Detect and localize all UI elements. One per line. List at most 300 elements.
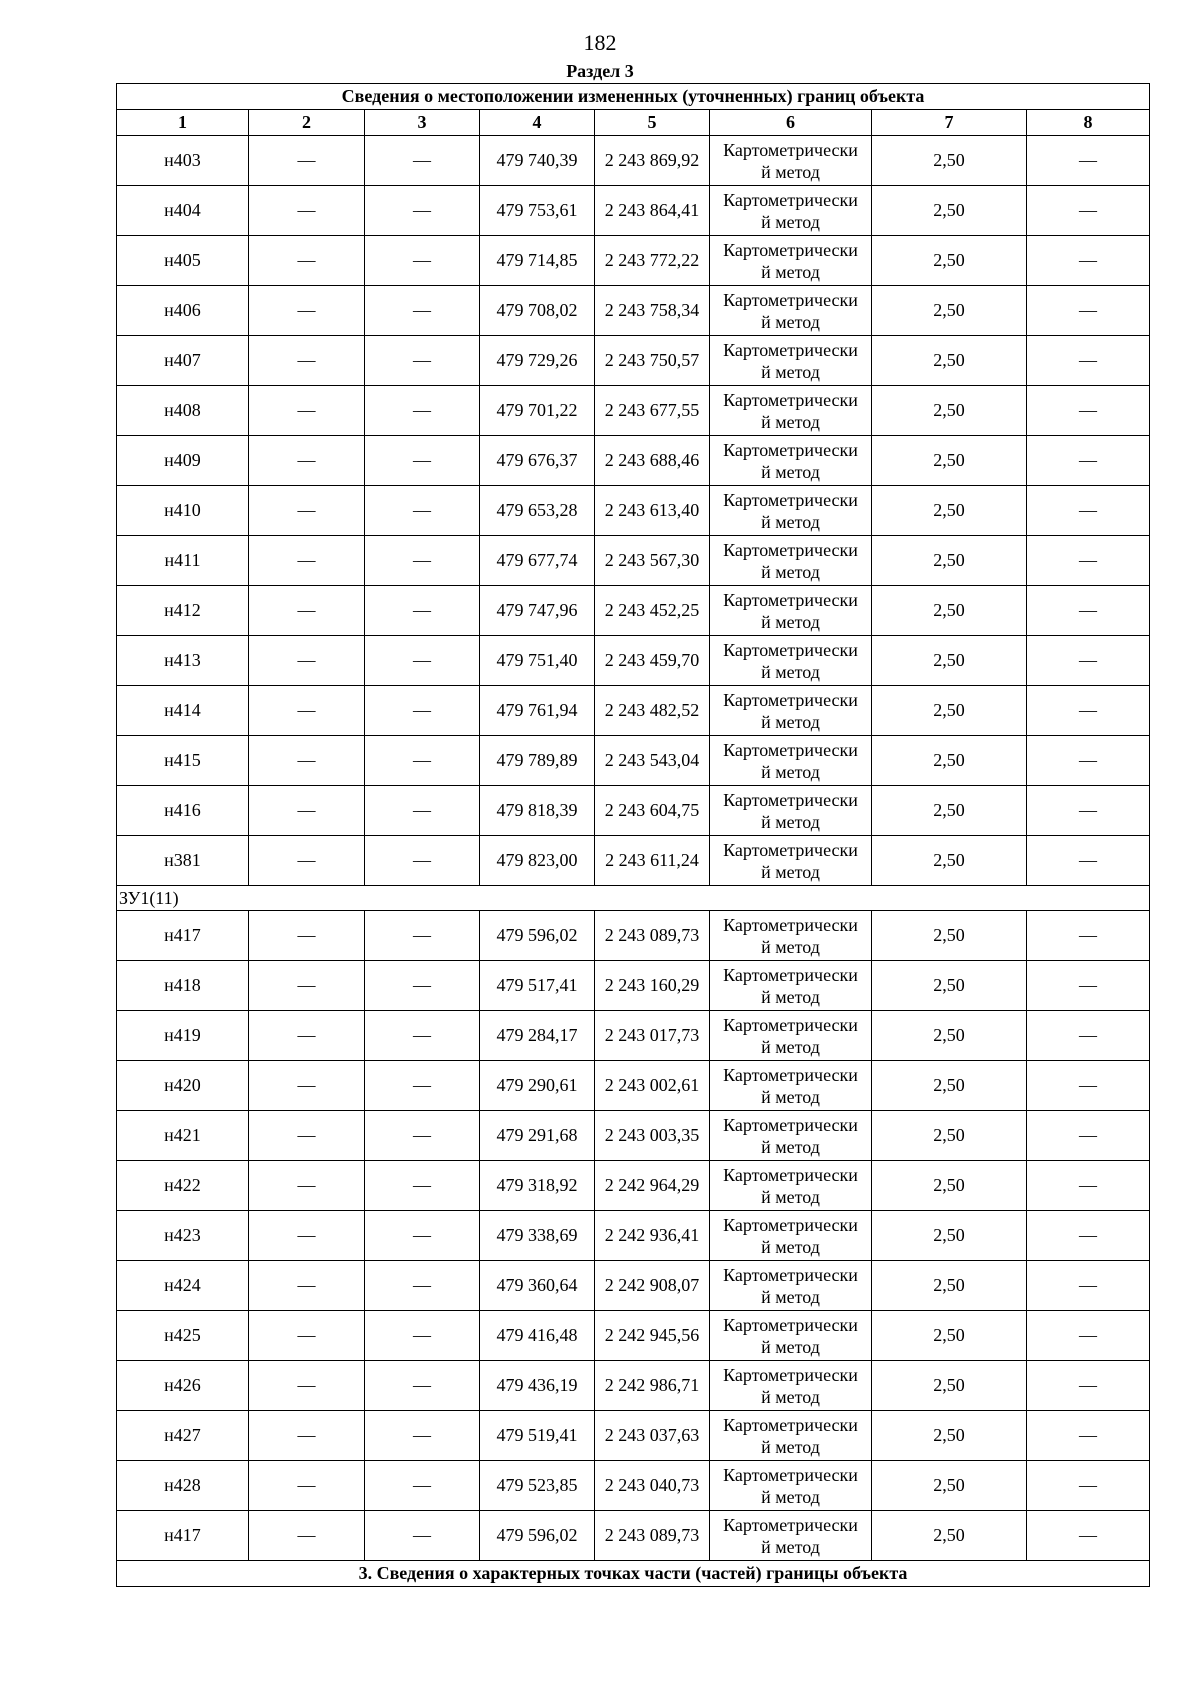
- col2-dash-cell: —: [249, 1461, 365, 1511]
- y-coordinate-cell: 2 243 002,61: [595, 1061, 710, 1111]
- method-cell: [710, 786, 872, 836]
- accuracy-cell: 2,50: [872, 1511, 1027, 1561]
- y-coordinate-cell: 2 243 003,35: [595, 1111, 710, 1161]
- method-line1: Картометрически: [723, 539, 858, 560]
- accuracy-cell: 2,50: [872, 386, 1027, 436]
- accuracy-cell: 2,50: [872, 736, 1027, 786]
- x-coordinate-cell: 479 318,92: [480, 1161, 595, 1211]
- method-line2: й метод: [761, 611, 820, 632]
- point-id-cell: н420: [117, 1061, 249, 1111]
- col2-dash-cell: —: [249, 636, 365, 686]
- y-coordinate-cell: 2 243 482,52: [595, 686, 710, 736]
- x-coordinate-cell: 479 761,94: [480, 686, 595, 736]
- table-row: [117, 386, 1150, 436]
- col2-dash-cell: —: [249, 1061, 365, 1111]
- col2-dash-cell: —: [249, 786, 365, 836]
- col2-dash-cell: —: [249, 961, 365, 1011]
- method-line1: Картометрически: [723, 289, 858, 310]
- method-line1: Картометрически: [723, 914, 858, 935]
- col8-dash-cell: —: [1027, 136, 1150, 186]
- x-coordinate-cell: 479 596,02: [480, 911, 595, 961]
- method-line2: й метод: [761, 811, 820, 832]
- accuracy-cell: 2,50: [872, 336, 1027, 386]
- col8-dash-cell: —: [1027, 536, 1150, 586]
- point-id-cell: н419: [117, 1011, 249, 1061]
- col2-dash-cell: —: [249, 486, 365, 536]
- col3-dash-cell: —: [365, 1211, 480, 1261]
- method-cell: [710, 836, 872, 886]
- method-line2: й метод: [761, 511, 820, 532]
- y-coordinate-cell: 2 243 037,63: [595, 1411, 710, 1461]
- column-number-3: 3: [365, 110, 480, 136]
- column-number-1: 1: [117, 110, 249, 136]
- col2-dash-cell: —: [249, 736, 365, 786]
- table-row: [117, 1211, 1150, 1261]
- point-id-cell: н403: [117, 136, 249, 186]
- method-line2: й метод: [761, 211, 820, 232]
- column-number-5: 5: [595, 110, 710, 136]
- x-coordinate-cell: 479 519,41: [480, 1411, 595, 1461]
- method-line1: Картометрически: [723, 689, 858, 710]
- group-row: [117, 886, 1150, 911]
- method-line2: й метод: [761, 1436, 820, 1457]
- method-line2: й метод: [761, 761, 820, 782]
- col8-dash-cell: —: [1027, 236, 1150, 286]
- method-cell: [710, 1311, 872, 1361]
- point-id-cell: н412: [117, 586, 249, 636]
- col3-dash-cell: —: [365, 686, 480, 736]
- col3-dash-cell: —: [365, 186, 480, 236]
- col3-dash-cell: —: [365, 786, 480, 836]
- accuracy-cell: 2,50: [872, 1061, 1027, 1111]
- method-line2: й метод: [761, 1536, 820, 1557]
- method-line1: Картометрически: [723, 489, 858, 510]
- y-coordinate-cell: 2 242 936,41: [595, 1211, 710, 1261]
- col8-dash-cell: —: [1027, 586, 1150, 636]
- point-id-cell: н406: [117, 286, 249, 336]
- y-coordinate-cell: 2 243 677,55: [595, 386, 710, 436]
- x-coordinate-cell: 479 753,61: [480, 186, 595, 236]
- col3-dash-cell: —: [365, 1061, 480, 1111]
- column-number-7: 7: [872, 110, 1027, 136]
- method-line2: й метод: [761, 411, 820, 432]
- method-cell: [710, 236, 872, 286]
- method-cell: [710, 686, 872, 736]
- method-line1: Картометрически: [723, 1364, 858, 1385]
- col8-dash-cell: —: [1027, 1061, 1150, 1111]
- table-row: [117, 911, 1150, 961]
- col8-dash-cell: —: [1027, 1011, 1150, 1061]
- method-line1: Картометрически: [723, 1464, 858, 1485]
- method-line2: й метод: [761, 936, 820, 957]
- col8-dash-cell: —: [1027, 911, 1150, 961]
- x-coordinate-cell: 479 436,19: [480, 1361, 595, 1411]
- x-coordinate-cell: 479 291,68: [480, 1111, 595, 1161]
- point-id-cell: н413: [117, 636, 249, 686]
- accuracy-cell: 2,50: [872, 1111, 1027, 1161]
- col8-dash-cell: —: [1027, 636, 1150, 686]
- col3-dash-cell: —: [365, 386, 480, 436]
- page-number: 182: [583, 30, 617, 55]
- accuracy-cell: 2,50: [872, 1311, 1027, 1361]
- method-line1: Картометрически: [723, 589, 858, 610]
- col8-dash-cell: —: [1027, 386, 1150, 436]
- method-cell: [710, 1211, 872, 1261]
- table-row: [117, 1361, 1150, 1411]
- method-line1: Картометрически: [723, 389, 858, 410]
- point-id-cell: н417: [117, 911, 249, 961]
- x-coordinate-cell: 479 729,26: [480, 336, 595, 386]
- table-row: [117, 1111, 1150, 1161]
- accuracy-cell: 2,50: [872, 536, 1027, 586]
- method-line2: й метод: [761, 1386, 820, 1407]
- method-cell: [710, 286, 872, 336]
- col3-dash-cell: —: [365, 1411, 480, 1461]
- method-line2: й метод: [761, 661, 820, 682]
- point-id-cell: н381: [117, 836, 249, 886]
- method-line1: Картометрически: [723, 1264, 858, 1285]
- method-cell: [710, 1161, 872, 1211]
- x-coordinate-cell: 479 517,41: [480, 961, 595, 1011]
- y-coordinate-cell: 2 243 543,04: [595, 736, 710, 786]
- y-coordinate-cell: 2 243 089,73: [595, 1511, 710, 1561]
- accuracy-cell: 2,50: [872, 786, 1027, 836]
- y-coordinate-cell: 2 242 964,29: [595, 1161, 710, 1211]
- method-cell: [710, 1011, 872, 1061]
- accuracy-cell: 2,50: [872, 1361, 1027, 1411]
- method-line2: й метод: [761, 1186, 820, 1207]
- accuracy-cell: 2,50: [872, 286, 1027, 336]
- col3-dash-cell: —: [365, 1111, 480, 1161]
- section-title: Раздел 3: [566, 61, 634, 81]
- table-row: [117, 1511, 1150, 1561]
- y-coordinate-cell: 2 243 040,73: [595, 1461, 710, 1511]
- x-coordinate-cell: 479 338,69: [480, 1211, 595, 1261]
- accuracy-cell: 2,50: [872, 686, 1027, 736]
- table-row: [117, 1411, 1150, 1461]
- method-line1: Картометрически: [723, 639, 858, 660]
- method-line1: Картометрически: [723, 739, 858, 760]
- method-line1: Картометрически: [723, 1014, 858, 1035]
- col2-dash-cell: —: [249, 1011, 365, 1061]
- method-cell: [710, 436, 872, 486]
- col8-dash-cell: —: [1027, 1261, 1150, 1311]
- method-line1: Картометрически: [723, 839, 858, 860]
- table-row: [117, 836, 1150, 886]
- point-id-cell: н424: [117, 1261, 249, 1311]
- col8-dash-cell: —: [1027, 1211, 1150, 1261]
- col2-dash-cell: —: [249, 436, 365, 486]
- method-cell: [710, 1461, 872, 1511]
- accuracy-cell: 2,50: [872, 961, 1027, 1011]
- x-coordinate-cell: 479 751,40: [480, 636, 595, 686]
- accuracy-cell: 2,50: [872, 911, 1027, 961]
- table-row: [117, 1161, 1150, 1211]
- method-line2: й метод: [761, 1336, 820, 1357]
- col2-dash-cell: —: [249, 136, 365, 186]
- method-cell: [710, 1411, 872, 1461]
- point-id-cell: н421: [117, 1111, 249, 1161]
- method-line1: Картометрически: [723, 964, 858, 985]
- accuracy-cell: 2,50: [872, 486, 1027, 536]
- col3-dash-cell: —: [365, 1361, 480, 1411]
- point-id-cell: н407: [117, 336, 249, 386]
- col8-dash-cell: —: [1027, 786, 1150, 836]
- accuracy-cell: 2,50: [872, 436, 1027, 486]
- y-coordinate-cell: 2 243 864,41: [595, 186, 710, 236]
- method-cell: [710, 736, 872, 786]
- accuracy-cell: 2,50: [872, 1461, 1027, 1511]
- point-id-cell: н416: [117, 786, 249, 836]
- method-line2: й метод: [761, 711, 820, 732]
- col2-dash-cell: —: [249, 536, 365, 586]
- table-row: [117, 1311, 1150, 1361]
- col2-dash-cell: —: [249, 686, 365, 736]
- table-row: [117, 1061, 1150, 1111]
- accuracy-cell: 2,50: [872, 1211, 1027, 1261]
- point-id-cell: н428: [117, 1461, 249, 1511]
- point-id-cell: н417: [117, 1511, 249, 1561]
- col3-dash-cell: —: [365, 436, 480, 486]
- col8-dash-cell: —: [1027, 286, 1150, 336]
- method-cell: [710, 386, 872, 436]
- col2-dash-cell: —: [249, 1361, 365, 1411]
- col3-dash-cell: —: [365, 136, 480, 186]
- method-line1: Картометрически: [723, 1514, 858, 1535]
- col8-dash-cell: —: [1027, 1411, 1150, 1461]
- table-caption: Сведения о местоположении измененных (уточненных) границ объекта: [117, 84, 1150, 110]
- point-id-cell: н418: [117, 961, 249, 1011]
- method-cell: [710, 911, 872, 961]
- y-coordinate-cell: 2 243 452,25: [595, 586, 710, 636]
- col3-dash-cell: —: [365, 236, 480, 286]
- table-row: [117, 786, 1150, 836]
- table-row: [117, 636, 1150, 686]
- col8-dash-cell: —: [1027, 1511, 1150, 1561]
- point-id-cell: н423: [117, 1211, 249, 1261]
- col8-dash-cell: —: [1027, 336, 1150, 386]
- col8-dash-cell: —: [1027, 436, 1150, 486]
- accuracy-cell: 2,50: [872, 236, 1027, 286]
- x-coordinate-cell: 479 416,48: [480, 1311, 595, 1361]
- point-id-cell: н405: [117, 236, 249, 286]
- method-line2: й метод: [761, 311, 820, 332]
- col3-dash-cell: —: [365, 961, 480, 1011]
- x-coordinate-cell: 479 747,96: [480, 586, 595, 636]
- method-line1: Картометрически: [723, 439, 858, 460]
- accuracy-cell: 2,50: [872, 186, 1027, 236]
- y-coordinate-cell: 2 243 160,29: [595, 961, 710, 1011]
- table-row: [117, 961, 1150, 1011]
- col2-dash-cell: —: [249, 336, 365, 386]
- method-line1: Картометрически: [723, 789, 858, 810]
- col3-dash-cell: —: [365, 586, 480, 636]
- col2-dash-cell: —: [249, 286, 365, 336]
- table-row: [117, 686, 1150, 736]
- x-coordinate-cell: 479 290,61: [480, 1061, 595, 1111]
- method-line2: й метод: [761, 861, 820, 882]
- col8-dash-cell: —: [1027, 836, 1150, 886]
- method-line1: Картометрически: [723, 1114, 858, 1135]
- y-coordinate-cell: 2 243 688,46: [595, 436, 710, 486]
- y-coordinate-cell: 2 243 611,24: [595, 836, 710, 886]
- col3-dash-cell: —: [365, 1511, 480, 1561]
- method-line1: Картометрически: [723, 239, 858, 260]
- method-line2: й метод: [761, 161, 820, 182]
- method-cell: [710, 186, 872, 236]
- method-cell: [710, 1261, 872, 1311]
- method-line1: Картометрически: [723, 189, 858, 210]
- method-cell: [710, 1061, 872, 1111]
- point-id-cell: н409: [117, 436, 249, 486]
- x-coordinate-cell: 479 714,85: [480, 236, 595, 286]
- table-row: [117, 236, 1150, 286]
- point-id-cell: н425: [117, 1311, 249, 1361]
- accuracy-cell: 2,50: [872, 1411, 1027, 1461]
- method-line1: Картометрически: [723, 339, 858, 360]
- col2-dash-cell: —: [249, 1161, 365, 1211]
- method-cell: [710, 536, 872, 586]
- y-coordinate-cell: 2 243 613,40: [595, 486, 710, 536]
- method-line1: Картометрически: [723, 1164, 858, 1185]
- method-line1: Картометрически: [723, 1064, 858, 1085]
- method-cell: [710, 136, 872, 186]
- method-line2: й метод: [761, 1486, 820, 1507]
- col3-dash-cell: —: [365, 536, 480, 586]
- method-line2: й метод: [761, 261, 820, 282]
- x-coordinate-cell: 479 740,39: [480, 136, 595, 186]
- point-id-cell: н404: [117, 186, 249, 236]
- method-cell: [710, 586, 872, 636]
- x-coordinate-cell: 479 596,02: [480, 1511, 595, 1561]
- col3-dash-cell: —: [365, 1011, 480, 1061]
- table-row: [117, 136, 1150, 186]
- y-coordinate-cell: 2 243 459,70: [595, 636, 710, 686]
- method-line2: й метод: [761, 1086, 820, 1107]
- x-coordinate-cell: 479 818,39: [480, 786, 595, 836]
- col8-dash-cell: —: [1027, 1461, 1150, 1511]
- accuracy-cell: 2,50: [872, 136, 1027, 186]
- method-line1: Картометрически: [723, 1314, 858, 1335]
- col2-dash-cell: —: [249, 1111, 365, 1161]
- col2-dash-cell: —: [249, 1511, 365, 1561]
- point-id-cell: н410: [117, 486, 249, 536]
- table-row: [117, 1461, 1150, 1511]
- method-line1: Картометрически: [723, 139, 858, 160]
- col8-dash-cell: —: [1027, 736, 1150, 786]
- y-coordinate-cell: 2 243 869,92: [595, 136, 710, 186]
- col3-dash-cell: —: [365, 1461, 480, 1511]
- col2-dash-cell: —: [249, 1311, 365, 1361]
- accuracy-cell: 2,50: [872, 1261, 1027, 1311]
- table-row: [117, 336, 1150, 386]
- x-coordinate-cell: 479 360,64: [480, 1261, 595, 1311]
- method-cell: [710, 1361, 872, 1411]
- method-line2: й метод: [761, 1286, 820, 1307]
- x-coordinate-cell: 479 653,28: [480, 486, 595, 536]
- method-line2: й метод: [761, 1036, 820, 1057]
- col3-dash-cell: —: [365, 486, 480, 536]
- col8-dash-cell: —: [1027, 486, 1150, 536]
- column-number-8: 8: [1027, 110, 1150, 136]
- method-line2: й метод: [761, 361, 820, 382]
- accuracy-cell: 2,50: [872, 1011, 1027, 1061]
- col3-dash-cell: —: [365, 836, 480, 886]
- point-id-cell: н422: [117, 1161, 249, 1211]
- col2-dash-cell: —: [249, 586, 365, 636]
- table-row: [117, 586, 1150, 636]
- col8-dash-cell: —: [1027, 1161, 1150, 1211]
- accuracy-cell: 2,50: [872, 586, 1027, 636]
- boundary-points-table: [116, 83, 1150, 1587]
- y-coordinate-cell: 2 243 017,73: [595, 1011, 710, 1061]
- table-row: [117, 186, 1150, 236]
- col8-dash-cell: —: [1027, 1311, 1150, 1361]
- col2-dash-cell: —: [249, 911, 365, 961]
- col3-dash-cell: —: [365, 336, 480, 386]
- col2-dash-cell: —: [249, 186, 365, 236]
- point-id-cell: н415: [117, 736, 249, 786]
- method-line2: й метод: [761, 461, 820, 482]
- col2-dash-cell: —: [249, 1211, 365, 1261]
- x-coordinate-cell: 479 708,02: [480, 286, 595, 336]
- table-row: [117, 486, 1150, 536]
- col3-dash-cell: —: [365, 736, 480, 786]
- y-coordinate-cell: 2 242 945,56: [595, 1311, 710, 1361]
- col8-dash-cell: —: [1027, 186, 1150, 236]
- col8-dash-cell: —: [1027, 1361, 1150, 1411]
- table-row: [117, 736, 1150, 786]
- y-coordinate-cell: 2 242 908,07: [595, 1261, 710, 1311]
- method-cell: [710, 1111, 872, 1161]
- col8-dash-cell: —: [1027, 686, 1150, 736]
- col2-dash-cell: —: [249, 836, 365, 886]
- method-cell: [710, 961, 872, 1011]
- method-line2: й метод: [761, 1236, 820, 1257]
- column-number-2: 2: [249, 110, 365, 136]
- accuracy-cell: 2,50: [872, 836, 1027, 886]
- col3-dash-cell: —: [365, 1261, 480, 1311]
- footer-title: 3. Сведения о характерных точках части (частей) границы объекта: [117, 1561, 1150, 1587]
- method-line2: й метод: [761, 561, 820, 582]
- group-label: ЗУ1(11): [117, 886, 1150, 911]
- col2-dash-cell: —: [249, 236, 365, 286]
- col3-dash-cell: —: [365, 911, 480, 961]
- x-coordinate-cell: 479 284,17: [480, 1011, 595, 1061]
- method-cell: [710, 336, 872, 386]
- point-id-cell: н411: [117, 536, 249, 586]
- accuracy-cell: 2,50: [872, 636, 1027, 686]
- point-id-cell: н426: [117, 1361, 249, 1411]
- footer-row: [117, 1561, 1150, 1587]
- y-coordinate-cell: 2 243 758,34: [595, 286, 710, 336]
- x-coordinate-cell: 479 701,22: [480, 386, 595, 436]
- col8-dash-cell: —: [1027, 961, 1150, 1011]
- y-coordinate-cell: 2 243 750,57: [595, 336, 710, 386]
- col2-dash-cell: —: [249, 386, 365, 436]
- table-row: [117, 1011, 1150, 1061]
- point-id-cell: н414: [117, 686, 249, 736]
- x-coordinate-cell: 479 523,85: [480, 1461, 595, 1511]
- method-cell: [710, 486, 872, 536]
- x-coordinate-cell: 479 677,74: [480, 536, 595, 586]
- col3-dash-cell: —: [365, 1311, 480, 1361]
- table-row: [117, 536, 1150, 586]
- y-coordinate-cell: 2 243 567,30: [595, 536, 710, 586]
- column-number-4: 4: [480, 110, 595, 136]
- table-row: [117, 286, 1150, 336]
- table-row: [117, 1261, 1150, 1311]
